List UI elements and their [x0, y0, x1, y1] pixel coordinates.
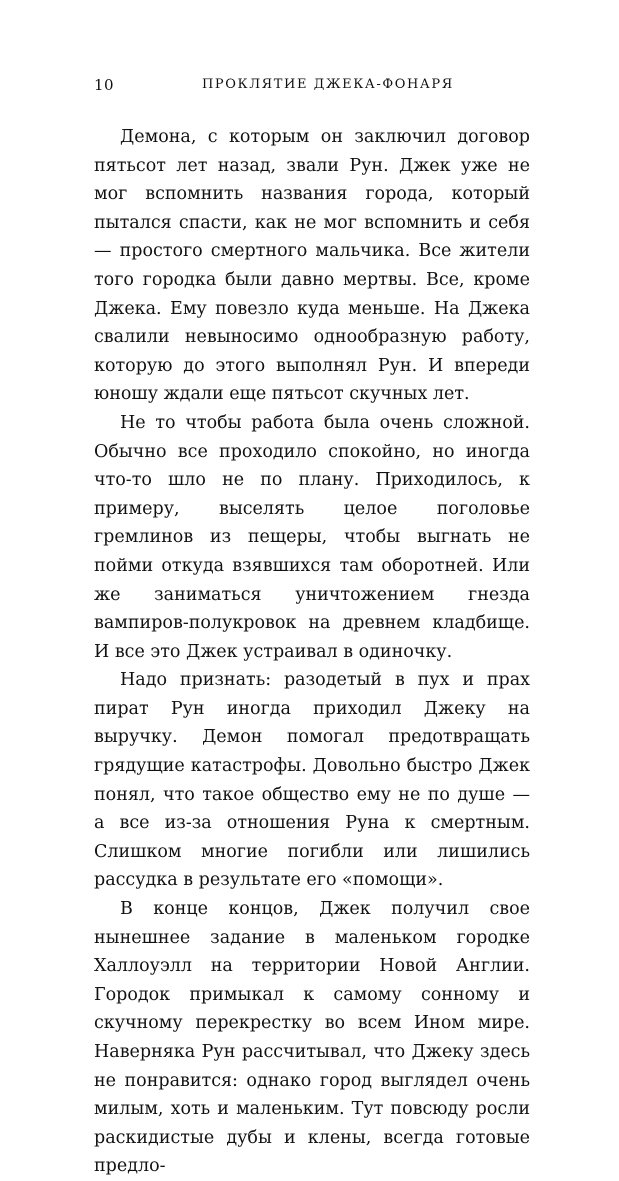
paragraph: Надо признать: разодетый в пух и прах пират Рун иногда приходил Джеку на выручку. Демон помогал предотвращать грядущие катастрофы. Довольно быстро Джек понял, что такое общество ему не по душе — а все из-за отношения Руна к смертным. Слишком многие погибли или лишились рассудка в результате его «помощи».: [94, 670, 530, 891]
book-title: ПРОКЛЯТИЕ ДЖЕКА-ФОНАРЯ: [202, 77, 454, 92]
paragraph: Не то чтобы работа была очень сложной. Обычно все проходило спокойно, но иногда что-то шло не по плану. Приходилось, к примеру, выселять целое поголовье гремлинов из пещеры, чтобы выгнать не пойми откуда взявшихся там оборотней. Или же заниматься уничтожением гнезда вампиров-полукровок на древнем кладбище. И все это Джек устраивал в одиночку.: [94, 412, 530, 662]
running-head: [94, 76, 530, 100]
paragraph: В конце концов, Джек получил свое нынешнее задание в маленьком городке Халлоуэлл на территории Новой Англии. Городок примыкал к самому сонному и скучному перекрестку во всем Ином мире. Наверняка Рун рассчитывал, что Джеку здесь не понравится: однако город выглядел очень милым, хоть и маленьким. Тут повсюду росли раскидистые дубы и клены, всегда готовые предло-: [94, 899, 530, 1177]
paragraph: Демона, с которым он заключил договор пятьсот лет назад, звали Рун. Джек уже не мог вспомнить названия города, который пытался спасти, как не мог вспомнить и себя — простого смертного мальчика. Все жители того городка были давно мертвы. Все, кроме Джека. Ему повезло куда меньше. На Джека свалили невыносимо однообразную работу, которую до этого выполнял Рун. И впереди юношу ждали еще пятьсот скучных лет.: [94, 127, 530, 405]
page-number: 10: [94, 76, 115, 94]
text-block: [94, 123, 530, 1181]
